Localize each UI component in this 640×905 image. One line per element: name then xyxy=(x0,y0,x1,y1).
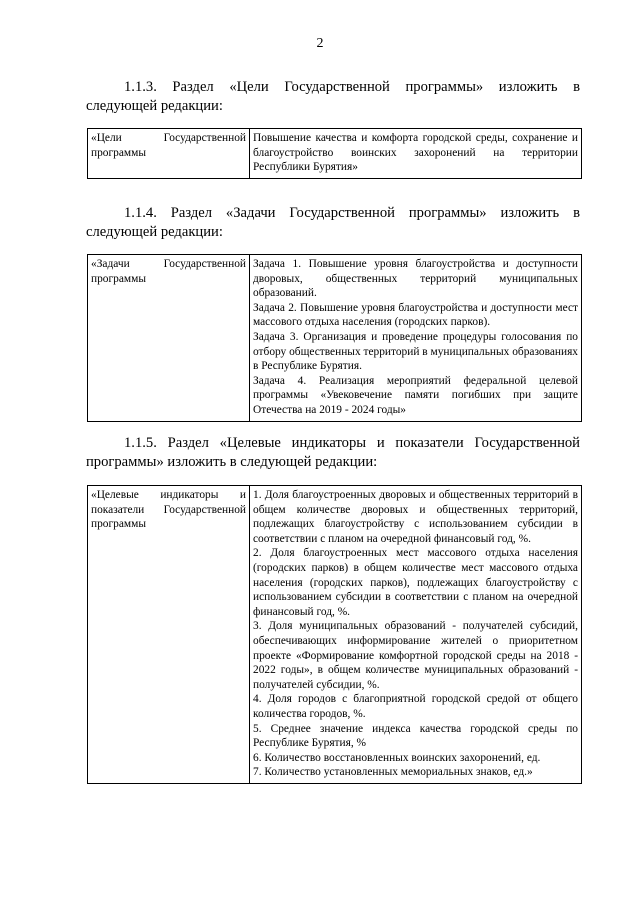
table-row xyxy=(88,255,582,422)
indicator-item: 7. Количество установленных мемориальных знаков, ед.» xyxy=(253,766,533,779)
tasks-label: «Задачи Государственной программы xyxy=(88,255,250,422)
task-item: Задача 1. Повышение уровня благоустройства и доступности дворовых, общественных территорий муниципальных образований. xyxy=(253,258,578,300)
indicators-label: «Целевые индикаторы и показатели Государственной программы xyxy=(88,486,250,784)
task-item: Задача 2. Повышение уровня благоустройства и доступности мест массового отдыха населения (городских парков). xyxy=(253,301,578,329)
indicator-item: 6. Количество восстановленных воинских захоронений, ед. xyxy=(253,751,541,764)
tasks-content xyxy=(250,255,582,422)
section-114-heading: 1.1.4. Раздел «Задачи Государственной программы» изложить в следующей редакции: xyxy=(86,205,580,240)
indicator-item: 5. Среднее значение индекса качества городской среды по Республике Бурятия, % xyxy=(253,722,578,750)
indicators-content xyxy=(250,486,582,784)
indicator-item: 3. Доля муниципальных образований - получателей субсидий, обеспечивающих информирование жителей о приоритетном проекте «Формирование комфортной городской среды на 2018 - 2022 годы», в общем количестве муниципальных образований - получателей субсидии, %. xyxy=(253,620,578,691)
page-number: 2 xyxy=(316,36,324,51)
indicator-item: 4. Доля городов с благоприятной городской средой от общего количества городов, %. xyxy=(253,693,578,720)
section-113-heading: 1.1.3. Раздел «Цели Государственной программы» изложить в следующей редакции: xyxy=(86,79,580,114)
section-115-heading: 1.1.5. Раздел «Целевые индикаторы и показатели Государственной программы» изложить в следующей редакции: xyxy=(86,435,580,470)
goals-label: «Цели Государственной программы xyxy=(88,129,250,179)
table-row xyxy=(88,486,582,784)
indicators-table xyxy=(87,485,582,784)
goals-table xyxy=(87,128,582,179)
table-row xyxy=(88,129,582,179)
indicator-item: 1. Доля благоустроенных дворовых и общественных территорий в общем количестве дворовых и общественных территорий, подлежащих благоустройству с использованием субсидии в соответствии с планом на очередной финансовый год, %. xyxy=(253,489,578,545)
goals-content: Повышение качества и комфорта городской среды, сохранение и благоустройство воинских захоронений на территории Республики Бурятия» xyxy=(250,129,582,179)
task-item: Задача 4. Реализация мероприятий федеральной целевой программы «Увековечение памяти погибших при защите Отечества на 2019 - 2024 годы» xyxy=(253,374,578,416)
tasks-table xyxy=(87,254,582,422)
indicator-item: 2. Доля благоустроенных мест массового отдыха населения (городских парков) в общем количестве мест массового отдыха населения (городских парков), подлежащих благоустройству с использованием субсидии в соответствии с планом на очередной финансовый год, %. xyxy=(253,547,578,618)
task-item: Задача 3. Организация и проведение процедуры голосования по отбору общественных территорий в муниципальных образованиях в Республике Бурятия. xyxy=(253,330,578,373)
